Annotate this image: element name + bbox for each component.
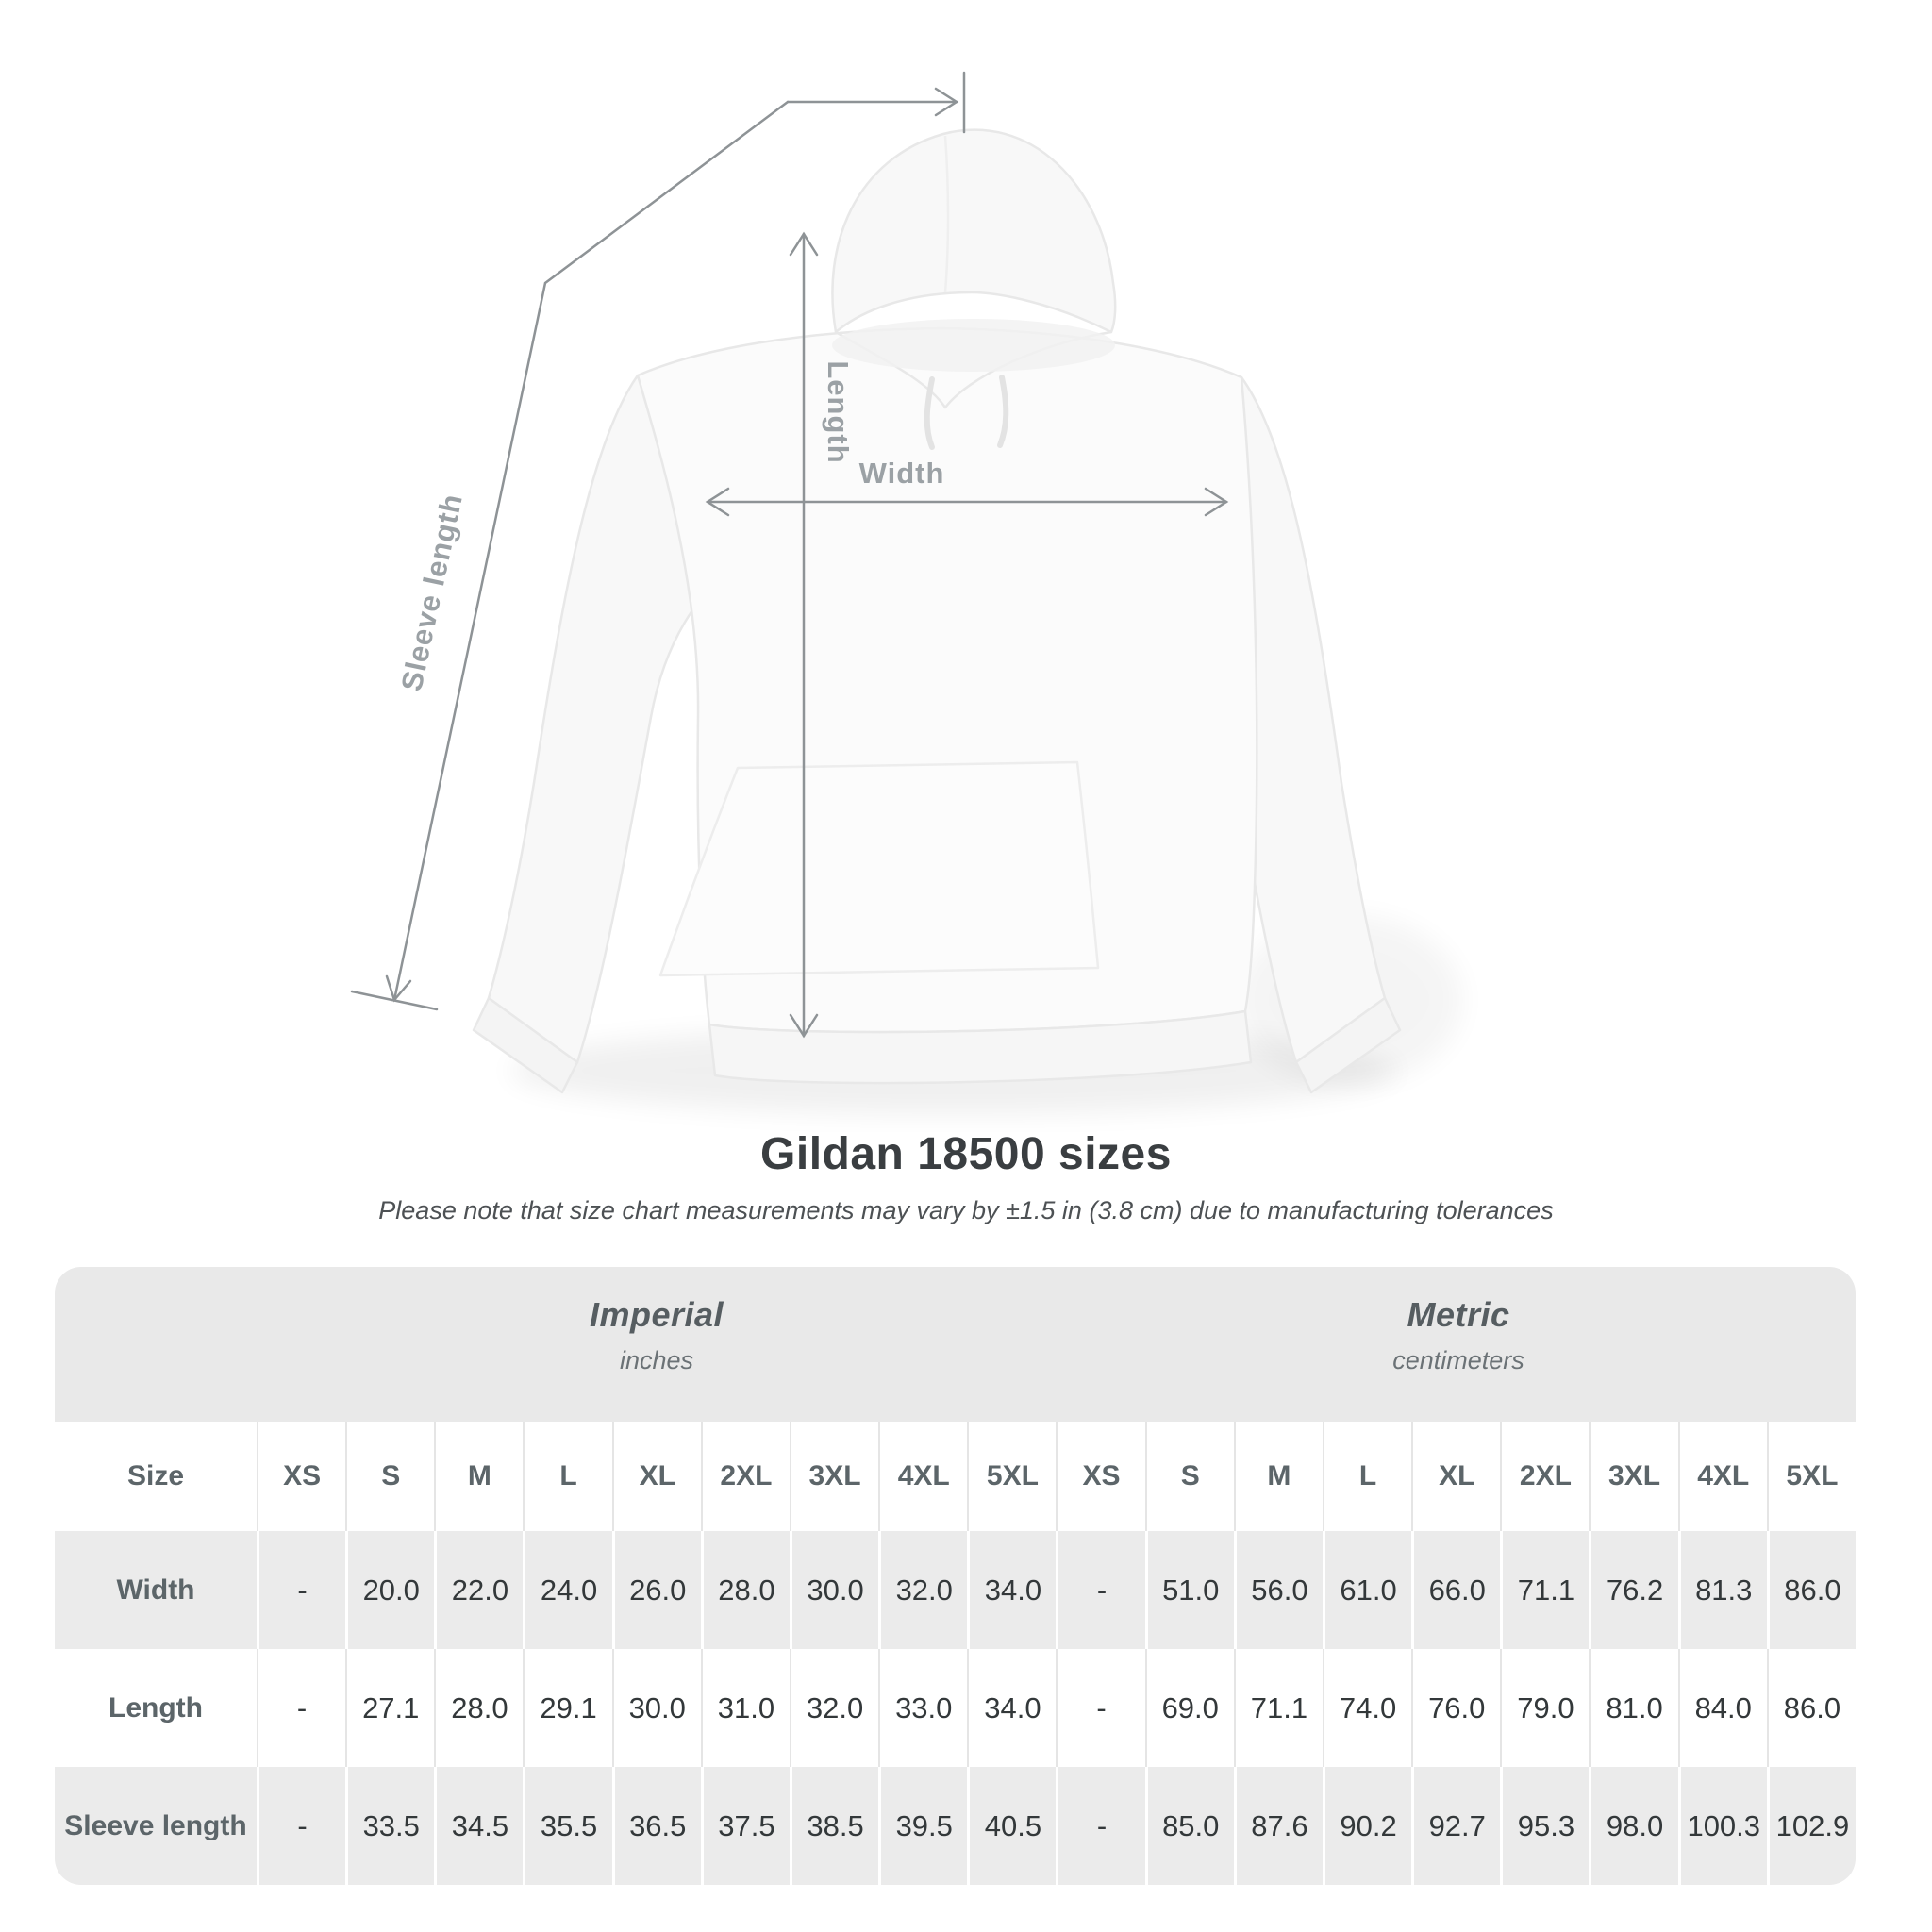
table-cell: 32.0 [878,1531,967,1649]
table-cell: 81.3 [1678,1531,1767,1649]
table-cell: 38.5 [790,1767,878,1885]
size-table-body [55,1422,1856,1885]
table-cell: 51.0 [1145,1531,1234,1649]
table-cell: 5XL [1767,1422,1856,1531]
size-table [55,1267,1856,1885]
table-cell: 26.0 [612,1531,701,1649]
table-cell: M [1234,1422,1323,1531]
table-cell: 86.0 [1767,1649,1856,1767]
table-cell: 71.1 [1500,1531,1589,1649]
table-cell: 36.5 [612,1767,701,1885]
table-cell: 3XL [1589,1422,1677,1531]
table-cell: 34.5 [434,1767,523,1885]
table-cell: 33.0 [878,1649,967,1767]
table-cell: 92.7 [1411,1767,1500,1885]
table-cell: M [434,1422,523,1531]
imperial-group-header [590,1295,724,1375]
table-cell: 4XL [1678,1422,1767,1531]
table-cell: 31.0 [701,1649,790,1767]
table-cell: 37.5 [701,1767,790,1885]
table-cell: 56.0 [1234,1531,1323,1649]
table-cell: 76.2 [1589,1531,1677,1649]
table-cell: 34.0 [967,1531,1056,1649]
table-cell: 90.2 [1323,1767,1411,1885]
table-cell: XS [257,1422,345,1531]
table-cell: 76.0 [1411,1649,1500,1767]
table-cell: S [345,1422,434,1531]
table-cell: 84.0 [1678,1649,1767,1767]
sleeve-length-label: Sleeve length [394,491,469,694]
page-subtitle: Please note that size chart measurements may vary by ±1.5 in (3.8 cm) due to manufacturing tolerances [378,1196,1554,1224]
table-cell: 33.5 [345,1767,434,1885]
table-cell: 66.0 [1411,1531,1500,1649]
table-cell: 81.0 [1589,1649,1677,1767]
table-cell: L [1323,1422,1411,1531]
table-cell: 24.0 [523,1531,611,1649]
table-cell: - [1056,1767,1144,1885]
table-cell: 4XL [878,1422,967,1531]
table-cell: 95.3 [1500,1767,1589,1885]
table-cell: 98.0 [1589,1767,1677,1885]
table-cell: 29.1 [523,1649,611,1767]
table-cell: - [257,1531,345,1649]
table-row [55,1767,1856,1885]
table-cell: 61.0 [1323,1531,1411,1649]
table-cell: 102.9 [1767,1767,1856,1885]
table-cell: 87.6 [1234,1767,1323,1885]
table-cell: 28.0 [701,1531,790,1649]
imperial-group-title: Imperial [589,1295,724,1334]
table-cell: 85.0 [1145,1767,1234,1885]
hoodie-hood [832,130,1115,332]
table-cell: 32.0 [790,1649,878,1767]
table-cell: 100.3 [1678,1767,1767,1885]
row-label: Size [126,1460,185,1491]
table-cell: S [1145,1422,1234,1531]
table-cell: XS [1056,1422,1144,1531]
row-label: Length [108,1691,203,1724]
metric-group-header [1392,1295,1524,1375]
row-label: Width [55,1531,257,1649]
table-cell: 5XL [967,1422,1056,1531]
table-header-row [55,1422,1856,1531]
table-cell: 20.0 [345,1531,434,1649]
table-row [55,1649,1856,1767]
table-row [55,1531,1856,1649]
table-cell: - [1056,1531,1144,1649]
table-cell: 39.5 [878,1767,967,1885]
table-cell: - [257,1649,345,1767]
table-cell: L [523,1422,611,1531]
table-cell: 27.1 [345,1649,434,1767]
table-cell: 71.1 [1234,1649,1323,1767]
table-cell: 69.0 [1145,1649,1234,1767]
hoodie-chest-shading [832,319,1115,372]
table-cell: 22.0 [434,1531,523,1649]
table-cell: 2XL [701,1422,790,1531]
page-title: Gildan 18500 sizes [760,1129,1172,1179]
row-label: Sleeve length [55,1767,257,1885]
table-cell: XL [1411,1422,1500,1531]
width-label: Width [858,457,945,490]
table-cell: 74.0 [1323,1649,1411,1767]
table-cell: 3XL [790,1422,878,1531]
table-cell: 35.5 [523,1767,611,1885]
table-cell: 79.0 [1500,1649,1589,1767]
table-cell: 30.0 [612,1649,701,1767]
table-cell: 30.0 [790,1531,878,1649]
metric-group-unit: centimeters [1392,1346,1524,1374]
table-cell: - [257,1767,345,1885]
table-cell: 28.0 [434,1649,523,1767]
table-group-header-band [55,1267,1856,1422]
table-cell: 40.5 [967,1767,1056,1885]
table-cell: 2XL [1500,1422,1589,1531]
table-cell: XL [612,1422,701,1531]
metric-group-title: Metric [1407,1295,1510,1334]
length-label: Length [822,360,855,464]
table-cell: 86.0 [1767,1531,1856,1649]
table-cell: - [1056,1649,1144,1767]
imperial-group-unit: inches [619,1346,694,1374]
table-cell: 34.0 [967,1649,1056,1767]
